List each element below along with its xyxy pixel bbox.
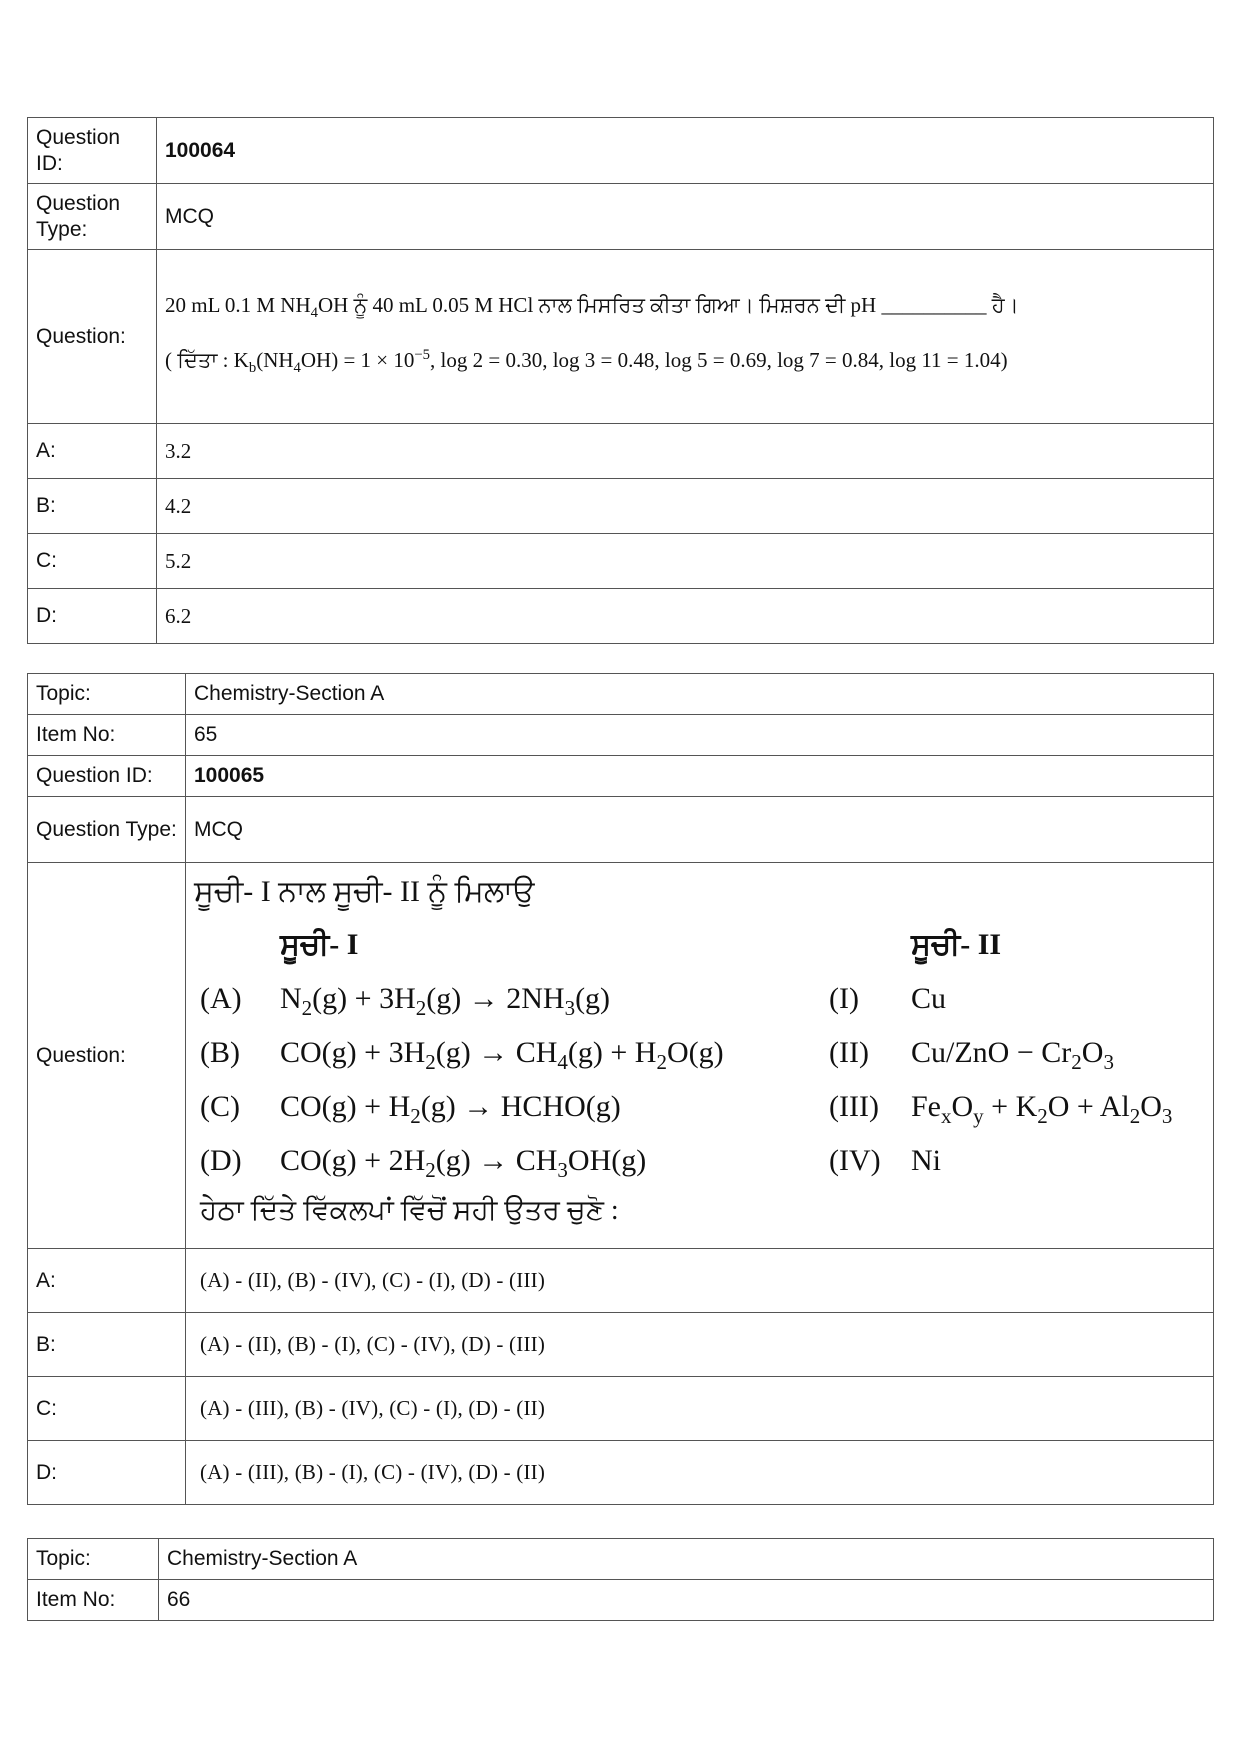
reaction-b: $CO(g) + 3H_2(g) \to CH_4(g) + H_2O(g)$	[280, 1035, 724, 1074]
catalyst-2: $Cu/ZnO - Cr_2O_3$	[911, 1035, 1114, 1074]
option-row	[28, 1441, 1214, 1505]
question-type-row	[28, 797, 1214, 863]
question-label: Question:	[28, 863, 186, 1249]
question-line-1: 20 mL 0.1 M $NH_4OH$ ਨੂੰ 40 mL 0.05 M HCl ਨਾਲ ਮਿਸਰਿਤ ਕੀਤਾ ਗਿਆ। ਮਿਸ਼ਰਨ ਦੀ pH __________ ਹੈ।	[165, 292, 1019, 321]
question-row	[28, 863, 1214, 1249]
option-value: 5.2	[157, 534, 1214, 589]
option-value: 6.2	[157, 589, 1214, 644]
question-id-row	[28, 756, 1214, 797]
catalyst-4: Ni	[911, 1143, 941, 1177]
question-table-66	[27, 1538, 1214, 1621]
item-no-label: Item No:	[28, 715, 186, 756]
list-1-heading: ਸੂਚੀ- I	[280, 927, 359, 961]
option-value: (A) - (II), (B) - (I), (C) - (IV), (D) - (III)	[186, 1313, 1214, 1377]
option-label: C:	[28, 1377, 186, 1441]
option-label: C:	[28, 534, 157, 589]
row-tag-b: (B)	[200, 1035, 240, 1069]
item-no-value: 66	[159, 1580, 1214, 1621]
option-label: A:	[28, 1249, 186, 1313]
question-table-100064	[27, 117, 1214, 644]
topic-label: Topic:	[28, 674, 186, 715]
row-tag-a: (A)	[200, 981, 242, 1015]
option-row	[28, 589, 1214, 644]
answer-instruction: ਹੇਠਾ ਦਿੱਤੇ ਵਿੱਕਲਪਾਂ ਵਿੱਚੋਂ ਸਹੀ ਉਤਰ ਚੁਣੋ :	[200, 1194, 619, 1226]
question-table-100065	[27, 673, 1214, 1505]
question-id-label: Question ID:	[28, 118, 157, 184]
question-id-label: Question ID:	[28, 756, 186, 797]
question-row	[28, 250, 1214, 424]
item-no-value: 65	[186, 715, 1214, 756]
item-no-row	[28, 715, 1214, 756]
question-text	[157, 250, 1214, 424]
topic-value: Chemistry-Section A	[186, 674, 1214, 715]
option-row	[28, 424, 1214, 479]
roman-iv: (IV)	[829, 1143, 881, 1177]
option-row	[28, 1249, 1214, 1313]
option-value: (A) - (III), (B) - (I), (C) - (IV), (D) - (II)	[186, 1441, 1214, 1505]
option-label: D:	[28, 589, 157, 644]
topic-row	[28, 1539, 1214, 1580]
option-value: 3.2	[157, 424, 1214, 479]
question-type-value: MCQ	[186, 797, 1214, 863]
option-value: (A) - (II), (B) - (IV), (C) - (I), (D) - (III)	[186, 1249, 1214, 1313]
option-label: A:	[28, 424, 157, 479]
option-value: 4.2	[157, 479, 1214, 534]
roman-iii: (III)	[829, 1089, 879, 1123]
option-value: (A) - (III), (B) - (IV), (C) - (I), (D) - (II)	[186, 1377, 1214, 1441]
row-tag-d: (D)	[200, 1143, 242, 1177]
reaction-d: $CO(g) + 2H_2(g) \to CH_3OH(g)$	[280, 1143, 647, 1182]
item-no-row	[28, 1580, 1214, 1621]
match-list	[186, 865, 1213, 1247]
option-row	[28, 1313, 1214, 1377]
option-row	[28, 479, 1214, 534]
option-label: B:	[28, 1313, 186, 1377]
question-id-value: 100065	[186, 756, 1214, 797]
catalyst-3: $Fe_xO_y + K_2O + Al_2O_3$	[911, 1089, 1173, 1128]
match-heading: ਸੂਚੀ- I ਨਾਲ ਸੂਚੀ- II ਨੂੰ ਮਿਲਾਉ	[194, 874, 535, 908]
topic-label: Topic:	[28, 1539, 159, 1580]
row-tag-c: (C)	[200, 1089, 240, 1123]
question-type-row	[28, 184, 1214, 250]
question-type-value: MCQ	[157, 184, 1214, 250]
reaction-a: $N_2(g) + 3H_2(g) \to 2NH_3(g)$	[280, 981, 611, 1020]
list-2-heading: ਸੂਚੀ- II	[911, 927, 1002, 961]
roman-ii: (II)	[829, 1035, 869, 1069]
topic-row	[28, 674, 1214, 715]
option-row	[28, 534, 1214, 589]
reaction-c: $CO(g) + H_2(g)$ → HCHO(g)	[280, 1089, 621, 1128]
question-label: Question:	[28, 250, 157, 424]
question-line-2: ( ਦਿੱਤਾ : $K_b(NH_4OH) = 1 \times 10^{-5}$, log 2 = 0.30, log 3 = 0.48, log 5 = 0.69, log 7 = 0.84, log 11 = 1.04)	[165, 347, 1008, 377]
roman-i: (I)	[829, 981, 859, 1015]
catalyst-1: Cu	[911, 981, 947, 1015]
question-id-row	[28, 118, 1214, 184]
topic-value: Chemistry-Section A	[159, 1539, 1214, 1580]
item-no-label: Item No:	[28, 1580, 159, 1621]
question-id-value: 100064	[157, 118, 1214, 184]
option-row	[28, 1377, 1214, 1441]
question-type-label: Question Type:	[28, 184, 157, 250]
option-label: D:	[28, 1441, 186, 1505]
question-type-label: Question Type:	[28, 797, 186, 863]
question-content	[186, 863, 1214, 1249]
option-label: B:	[28, 479, 157, 534]
